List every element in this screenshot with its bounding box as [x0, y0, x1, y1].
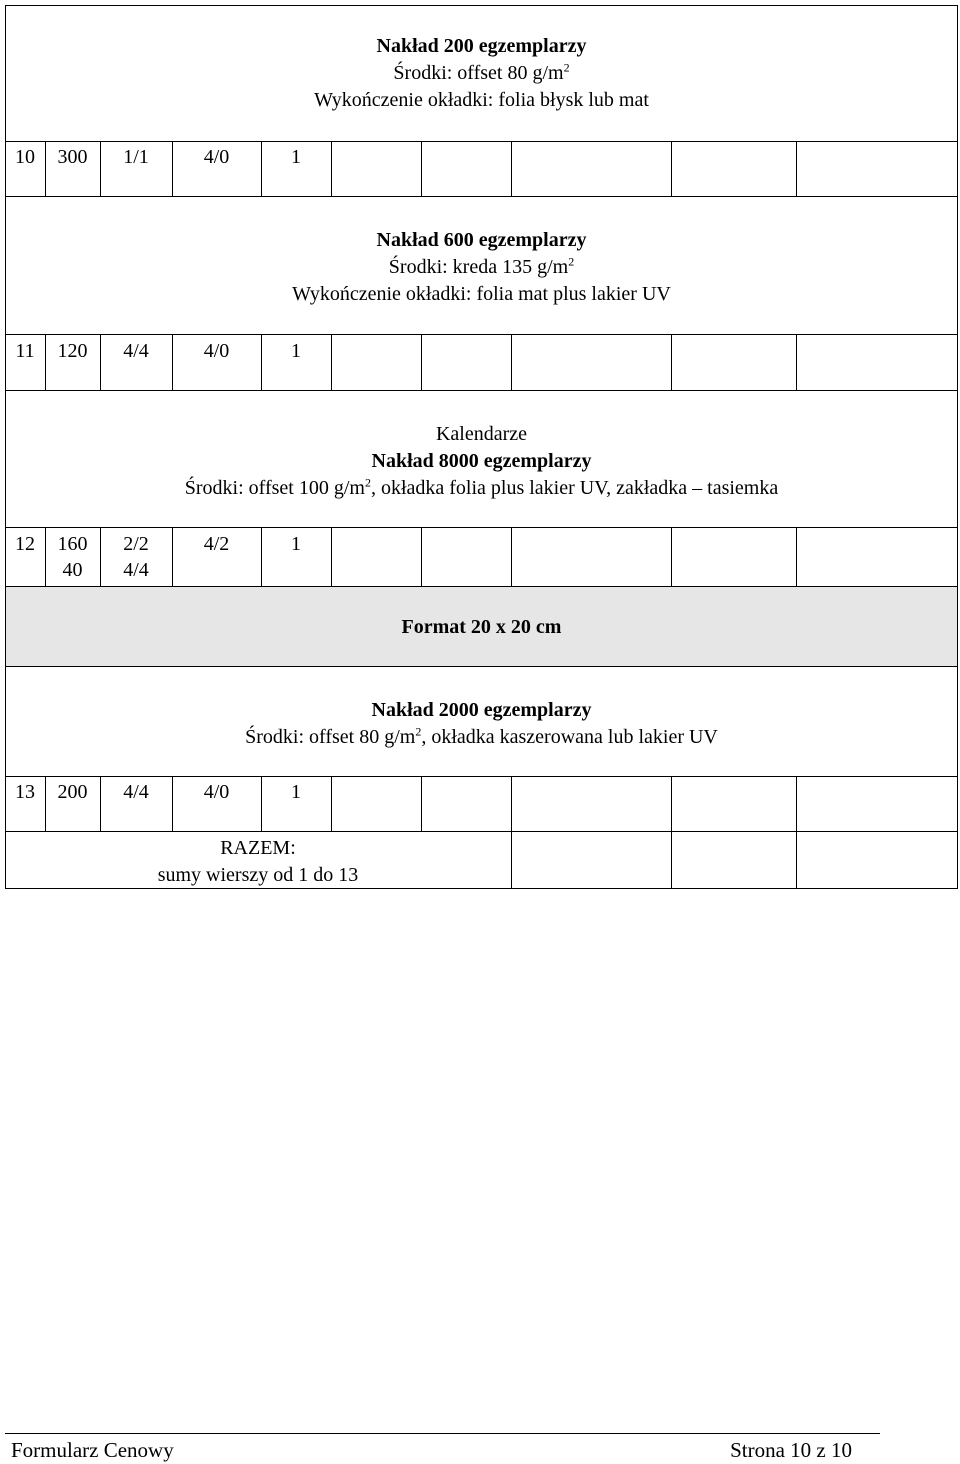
section-header-text [5, 227, 958, 308]
pages: 300 [57, 146, 88, 168]
print-run: Nakład 2000 egzemplarzy [371, 699, 592, 721]
colors-inner: 4/4 [123, 340, 149, 362]
pages-second: 40 [62, 559, 83, 581]
row-number: 10 [15, 146, 35, 168]
pages: 120 [57, 340, 88, 362]
quantity: 1 [291, 340, 301, 362]
paper-spec: Środki: kreda 135 $g/m^2$ [388, 254, 575, 278]
pages: 160 [57, 533, 88, 555]
section-header-text [5, 697, 958, 751]
quantity: 1 [291, 533, 301, 555]
total-label: RAZEM: [220, 837, 296, 859]
page-number: Strona 10 z 10 [730, 1438, 852, 1462]
paper-spec: Środki: offset 100 $g/m^2$, okładka folia plus lakier UV, zakładka – tasiemka [184, 475, 779, 499]
colors-cover: 4/0 [203, 781, 230, 803]
paper-spec: Środki: offset 80 $g/m^2$, okładka kaszerowana lub lakier UV [245, 724, 718, 748]
colors-cover: 4/0 [203, 146, 230, 168]
row-number: 12 [15, 533, 35, 555]
print-run: Nakład 200 egzemplarzy [376, 35, 587, 57]
cover-finish: Wykończenie okładki: folia błysk lub mat [314, 89, 649, 111]
footer-title: Formularz Cenowy [11, 1438, 174, 1462]
row-number: 13 [15, 781, 35, 803]
row-number: 11 [15, 340, 35, 362]
section-header-text [5, 421, 958, 502]
colors-cover: 4/2 [203, 533, 230, 555]
total-description: sumy wierszy od 1 do 13 [157, 864, 359, 886]
pages: 200 [57, 781, 88, 803]
colors-cover: 4/0 [203, 340, 230, 362]
colors-inner: 4/4 [123, 781, 149, 803]
format-label: Format 20 x 20 cm [401, 616, 562, 638]
paper-spec: Środki: offset 80 $g/m^2$ [393, 60, 570, 84]
print-run: Nakład 8000 egzemplarzy [371, 450, 592, 472]
section-header-text [5, 33, 958, 114]
product-name: Kalendarze [435, 423, 528, 445]
colors-inner: 2/2 [123, 533, 149, 555]
colors-inner: 1/1 [123, 146, 149, 168]
footer-divider [5, 1433, 880, 1434]
quantity: 1 [291, 146, 301, 168]
colors-inner-second: 4/4 [123, 559, 149, 581]
print-run: Nakład 600 egzemplarzy [376, 229, 587, 251]
cover-finish: Wykończenie okładki: folia mat plus lakier UV [292, 283, 671, 305]
quantity: 1 [291, 781, 301, 803]
